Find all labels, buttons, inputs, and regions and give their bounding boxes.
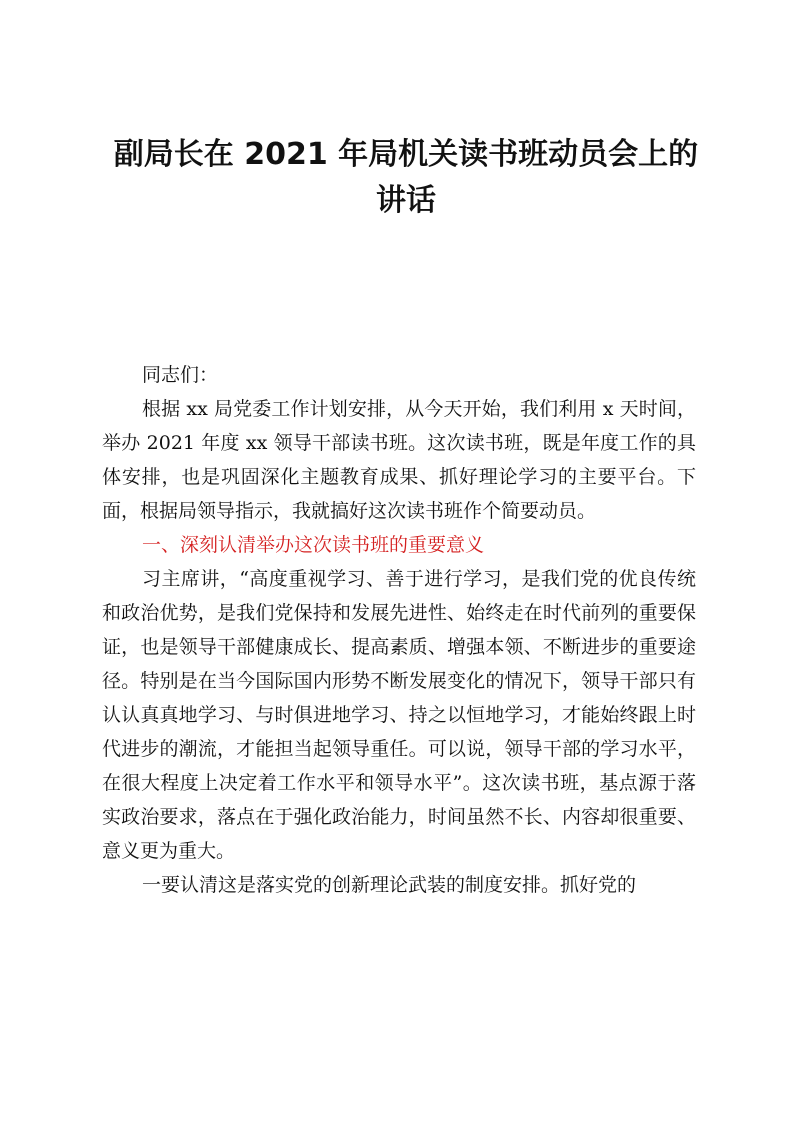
- section-paragraph: 一要认清这是落实党的创新理论武装的制度安排。抓好党的: [142, 874, 637, 896]
- section-paragraph: 习主席讲，“高度重视学习、善于进行学习，是我们党的优良传统和政治优势，是我们党保持和发展先进性、始终走在时代前列的重要保证，也是领导干部健康成长、提高素质、增强本领、不断进步的重要途径。特别是在当今国际国内形势不断发展变化的情况下，领导干部只有认认真真地学习、与时俱进地学习、持之以恒地学习，才能始终跟上时代进步的潮流，才能担当起领导重任。可以说，领导干部的学习水平，在很大程度上决定着工作水平和领导水平”。这次读书班，基点源于落实政治要求，落点在于强化政治能力，时间虽然不长、内容却很重要、意义更为重大。: [102, 568, 696, 862]
- document-title: 副局长在 2021 年局机关读书班动员会上的讲话: [113, 137, 699, 218]
- intro-paragraph: 根据 xx 局党委工作计划安排，从今天开始，我们利用 x 天时间，举办 2021 年度 xx 领导干部读书班。这次读书班，既是年度工作的具体安排，也是巩固深化主题教育成果、抓好理论学习的主要平台。下面，根据局领导指示，我就搞好这次读书班作个简要动员。: [102, 398, 696, 522]
- section-heading: 一、深刻认清举办这次读书班的重要意义: [142, 534, 485, 556]
- salutation: 同志们：: [142, 364, 219, 386]
- document-body: [102, 358, 696, 902]
